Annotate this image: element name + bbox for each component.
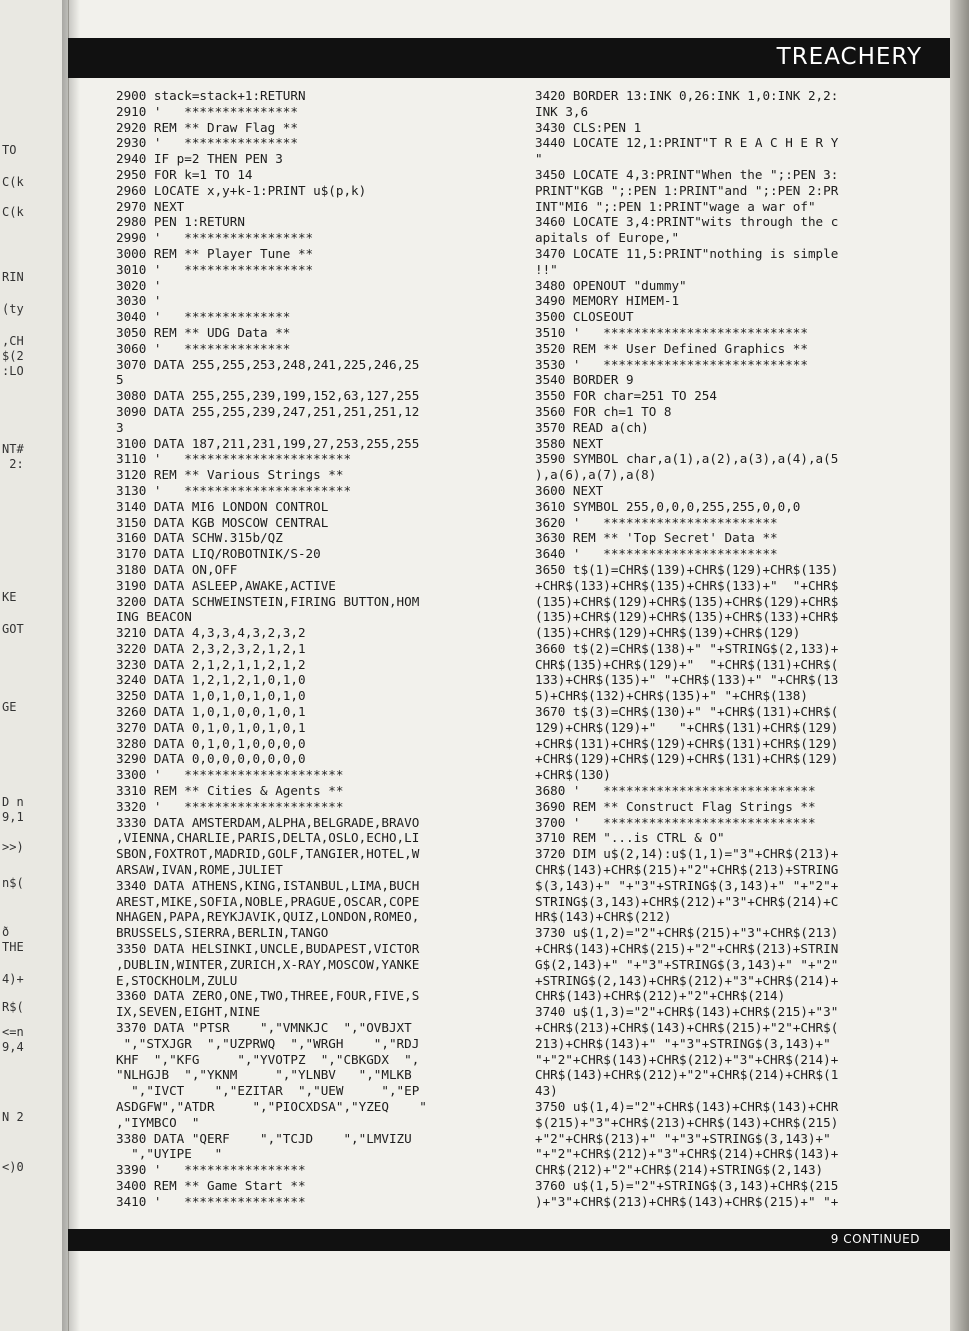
page-number-continued: 9 CONTINUED xyxy=(830,1232,920,1246)
code-line: "+"2"+CHR$(143)+CHR$(212)+"3"+CHR$(214)+ xyxy=(535,1051,839,1067)
code-line: 3250 DATA 1,0,1,0,1,0,1,0 xyxy=(116,688,306,704)
code-line: 3030 ' xyxy=(116,293,162,309)
code-line: 2940 IF p=2 THEN PEN 3 xyxy=(116,151,283,167)
previous-page-fragment: 4)+ xyxy=(2,972,24,986)
code-line: 3360 DATA ZERO,ONE,TWO,THREE,FOUR,FIVE,S xyxy=(116,988,420,1004)
code-line: +CHR$(130) xyxy=(535,767,611,783)
code-line: 3140 DATA MI6 LONDON CONTROL xyxy=(116,498,329,514)
code-line: )+"3"+CHR$(213)+CHR$(143)+CHR$(215)+" "+ xyxy=(535,1193,839,1209)
code-line: 3 xyxy=(116,419,124,435)
code-line: 3400 REM ** Game Start ** xyxy=(116,1177,306,1193)
code-line: ,VIENNA,CHARLIE,PARIS,DELTA,OSLO,ECHO,LI xyxy=(116,830,420,846)
code-line: "NLHGJB ","YKNM ","YLNBV ","MLKB xyxy=(116,1067,412,1083)
code-line: 3190 DATA ASLEEP,AWAKE,ACTIVE xyxy=(116,577,336,593)
code-line: 3720 DIM u$(2,14):u$(1,1)="3"+CHR$(213)+ xyxy=(535,846,839,862)
previous-page-edge xyxy=(0,0,69,1331)
code-line: 3130 ' ********************** xyxy=(116,482,352,498)
code-line: 3050 REM ** UDG Data ** xyxy=(116,324,291,340)
previous-page-fragment: ð xyxy=(2,925,10,939)
code-line: +"2"+CHR$(213)+" "+"3"+STRING$(3,143)+" xyxy=(535,1130,831,1146)
code-line: 2900 stack=stack+1:RETURN xyxy=(116,88,306,103)
code-line: 3410 ' **************** xyxy=(116,1193,306,1209)
code-line: CHR$(143)+CHR$(215)+"2"+CHR$(213)+STRING xyxy=(535,862,839,878)
code-line: 3700 ' **************************** xyxy=(535,814,816,830)
code-line: 3080 DATA 255,255,239,199,152,63,127,255 xyxy=(116,388,420,404)
code-line: 43) xyxy=(535,1083,558,1099)
code-line: 5)+CHR$(132)+CHR$(135)+" "+CHR$(138) xyxy=(535,688,808,704)
code-line: 3670 t$(3)=CHR$(130)+" "+CHR$(131)+CHR$( xyxy=(535,704,839,720)
code-line: 129)+CHR$(129)+" "+CHR$(131)+CHR$(129) xyxy=(535,719,839,735)
code-line: 3490 MEMORY HIMEM-1 xyxy=(535,293,680,309)
code-line: 3730 u$(1,2)="2"+CHR$(215)+"3"+CHR$(213) xyxy=(535,925,839,941)
footer-bar xyxy=(68,1229,950,1251)
code-line: ","IVCT ","EZITAR ","UEW ","EP xyxy=(116,1083,420,1099)
previous-page-fragment: (ty xyxy=(2,302,24,316)
listing-column-left xyxy=(116,88,506,1210)
code-line: 3740 u$(1,3)="2"+CHR$(143)+CHR$(215)+"3" xyxy=(535,1004,839,1020)
previous-page-fragment: R$( xyxy=(2,1000,24,1014)
code-line: 3070 DATA 255,255,253,248,241,225,246,25 xyxy=(116,356,420,372)
code-line: 3310 REM ** Cities & Agents ** xyxy=(116,783,344,799)
code-line: 213)+CHR$(143)+" "+"3"+STRING$(3,143)+" xyxy=(535,1035,831,1051)
code-line: 3300 ' ********************* xyxy=(116,767,344,783)
code-line: 3280 DATA 0,1,0,1,0,0,0,0 xyxy=(116,735,306,751)
code-line: 3200 DATA SCHWEINSTEIN,FIRING BUTTON,HOM xyxy=(116,593,420,609)
code-line: CHR$(212)+"2"+CHR$(214)+STRING$(2,143) xyxy=(535,1162,824,1178)
previous-page-fragment: <=n xyxy=(2,1025,24,1039)
previous-page-fragment: >>) xyxy=(2,840,24,854)
code-line: 3290 DATA 0,0,0,0,0,0,0,0 xyxy=(116,751,306,767)
code-line: 3150 DATA KGB MOSCOW CENTRAL xyxy=(116,514,329,530)
code-line: 3570 READ a(ch) xyxy=(535,419,649,435)
code-line: 3320 ' ********************* xyxy=(116,798,344,814)
code-line: ","UYIPE " xyxy=(116,1146,223,1162)
previous-page-fragment: KE xyxy=(2,590,17,604)
code-line: 133)+CHR$(135)+" "+CHR$(133)+" "+CHR$(13 xyxy=(535,672,839,688)
code-line: INT"MI6 ";:PEN 1:PRINT"wage a war of" xyxy=(535,198,816,214)
code-line: 3610 SYMBOL 255,0,0,0,255,255,0,0,0 xyxy=(535,498,801,514)
code-line: 2990 ' ***************** xyxy=(116,230,314,246)
code-line: 3160 DATA SCHW.315b/QZ xyxy=(116,530,283,546)
code-line: (135)+CHR$(129)+CHR$(135)+CHR$(129)+CHR$ xyxy=(535,593,839,609)
code-line: G$(2,143)+" "+"3"+STRING$(3,143)+" "+"2" xyxy=(535,956,839,972)
code-line: +CHR$(133)+CHR$(135)+CHR$(133)+" "+CHR$ xyxy=(535,577,839,593)
code-line: (135)+CHR$(129)+CHR$(139)+CHR$(129) xyxy=(535,625,801,641)
code-line: ARSAW,IVAN,ROME,JULIET xyxy=(116,862,283,878)
code-line: +STRING$(2,143)+CHR$(212)+"3"+CHR$(214)+ xyxy=(535,972,839,988)
code-line: 3650 t$(1)=CHR$(139)+CHR$(129)+CHR$(135) xyxy=(535,561,839,577)
code-line: 3350 DATA HELSINKI,UNCLE,BUDAPEST,VICTOR xyxy=(116,941,420,957)
code-line: ING BEACON xyxy=(116,609,192,625)
code-line: 5 xyxy=(116,372,124,388)
code-line: 3580 NEXT xyxy=(535,435,604,451)
code-line: "+"2"+CHR$(212)+"3"+CHR$(214)+CHR$(143)+ xyxy=(535,1146,839,1162)
code-line: " xyxy=(535,151,543,167)
previous-page-fragment: RIN xyxy=(2,270,24,284)
code-line: 3520 REM ** User Defined Graphics ** xyxy=(535,340,808,356)
previous-page-fragment: C(k xyxy=(2,175,24,189)
code-line: 3230 DATA 2,1,2,1,1,2,1,2 xyxy=(116,656,306,672)
previous-page-fragment: 9,1 xyxy=(2,810,24,824)
code-line: 3530 ' *************************** xyxy=(535,356,808,372)
code-line: 3340 DATA ATHENS,KING,ISTANBUL,LIMA,BUCH xyxy=(116,877,420,893)
code-line: INK 3,6 xyxy=(535,103,589,119)
code-line: 3390 ' **************** xyxy=(116,1162,306,1178)
previous-page-fragment: THE xyxy=(2,940,24,954)
code-line: 3220 DATA 2,3,2,3,2,1,2,1 xyxy=(116,640,306,656)
code-line: 2910 ' *************** xyxy=(116,103,298,119)
code-line: 3090 DATA 255,255,239,247,251,251,251,12 xyxy=(116,403,420,419)
code-line: 3500 CLOSEOUT xyxy=(535,309,634,325)
code-line: $(215)+"3"+CHR$(213)+CHR$(143)+CHR$(215) xyxy=(535,1114,839,1130)
code-line: 3590 SYMBOL char,a(1),a(2),a(3),a(4),a(5 xyxy=(535,451,839,467)
previous-page-fragment: n$( xyxy=(2,876,24,890)
previous-page-fragment: N 2 xyxy=(2,1110,24,1124)
code-line: 3710 REM "...is CTRL & O" xyxy=(535,830,725,846)
code-line: 3470 LOCATE 11,5:PRINT"nothing is simple xyxy=(535,245,839,261)
code-line: 3180 DATA ON,OFF xyxy=(116,561,238,577)
code-line: +CHR$(213)+CHR$(143)+CHR$(215)+"2"+CHR$( xyxy=(535,1020,839,1036)
code-line: 3000 REM ** Player Tune ** xyxy=(116,245,314,261)
code-line: apitals of Europe," xyxy=(535,230,680,246)
code-line: 2980 PEN 1:RETURN xyxy=(116,214,245,230)
code-line: SBON,FOXTROT,MADRID,GOLF,TANGIER,HOTEL,W xyxy=(116,846,420,862)
previous-page-fragment: D n xyxy=(2,795,24,809)
code-line: 3630 REM ** 'Top Secret' Data ** xyxy=(535,530,778,546)
code-line: +CHR$(131)+CHR$(129)+CHR$(131)+CHR$(129) xyxy=(535,735,839,751)
code-line: 3110 ' ********************** xyxy=(116,451,352,467)
code-line: 3060 ' ************** xyxy=(116,340,291,356)
previous-page-fragment: GOT xyxy=(2,622,24,636)
page-edge-right xyxy=(950,0,969,1331)
code-line: CHR$(143)+CHR$(212)+"2"+CHR$(214) xyxy=(535,988,786,1004)
code-line: 2960 LOCATE x,y+k-1:PRINT u$(p,k) xyxy=(116,182,367,198)
code-line: E,STOCKHOLM,ZULU xyxy=(116,972,238,988)
code-line: 3420 BORDER 13:INK 0,26:INK 1,0:INK 2,2: xyxy=(535,88,839,103)
code-line: 2970 NEXT xyxy=(116,198,185,214)
page-title: TREACHERY xyxy=(776,44,922,70)
code-line: 3750 u$(1,4)="2"+CHR$(143)+CHR$(143)+CHR xyxy=(535,1099,839,1114)
code-line: 3680 ' **************************** xyxy=(535,783,816,799)
code-line: 3660 t$(2)=CHR$(138)+" "+STRING$(2,133)+ xyxy=(535,640,839,656)
binding-shadow xyxy=(62,0,80,1331)
code-line: BRUSSELS,SIERRA,BERLIN,TANGO xyxy=(116,925,329,941)
code-line: ","STXJGR ","UZPRWQ ","WRGH ","RDJ xyxy=(116,1035,420,1051)
code-line: NHAGEN,PAPA,REYKJAVIK,QUIZ,LONDON,ROMEO, xyxy=(116,909,420,925)
code-line: 3170 DATA LIQ/ROBOTNIK/S-20 xyxy=(116,546,321,562)
code-line: 2920 REM ** Draw Flag ** xyxy=(116,119,298,135)
code-line: ),a(6),a(7),a(8) xyxy=(535,467,657,483)
code-line: 2930 ' *************** xyxy=(116,135,298,151)
code-line: 3620 ' *********************** xyxy=(535,514,778,530)
code-line: 3330 DATA AMSTERDAM,ALPHA,BELGRADE,BRAVO xyxy=(116,814,420,830)
code-line: HR$(143)+CHR$(212) xyxy=(535,909,672,925)
code-line: 3120 REM ** Various Strings ** xyxy=(116,467,344,483)
previous-page-fragment: 2: xyxy=(2,457,24,471)
previous-page-fragment: TO xyxy=(2,143,17,157)
code-line: 3450 LOCATE 4,3:PRINT"When the ";:PEN 3: xyxy=(535,166,839,182)
code-line: 3370 DATA "PTSR ","VMNKJC ","OVBJXT xyxy=(116,1020,412,1036)
previous-page-fragment: ,CH xyxy=(2,334,24,348)
code-line: 3040 ' ************** xyxy=(116,309,291,325)
code-line: 3210 DATA 4,3,3,4,3,2,3,2 xyxy=(116,625,306,641)
code-line: 2950 FOR k=1 TO 14 xyxy=(116,166,253,182)
code-line: IX,SEVEN,EIGHT,NINE xyxy=(116,1004,261,1020)
code-line: 3460 LOCATE 3,4:PRINT"wits through the c xyxy=(535,214,839,230)
previous-page-fragment: $(2 xyxy=(2,349,24,363)
code-line: 3430 CLS:PEN 1 xyxy=(535,119,642,135)
code-line: 3480 OPENOUT "dummy" xyxy=(535,277,687,293)
code-line: 3690 REM ** Construct Flag Strings ** xyxy=(535,798,816,814)
previous-page-fragment: GE xyxy=(2,700,17,714)
code-line: 3020 ' xyxy=(116,277,162,293)
code-line: 3100 DATA 187,211,231,199,27,253,255,255 xyxy=(116,435,420,451)
previous-page-fragment: <)0 xyxy=(2,1160,24,1174)
code-line: 3550 FOR char=251 TO 254 xyxy=(535,388,717,404)
code-line: 3540 BORDER 9 xyxy=(535,372,634,388)
code-line: CHR$(143)+CHR$(212)+"2"+CHR$(214)+CHR$(1 xyxy=(535,1067,839,1083)
code-line: PRINT"KGB ";:PEN 1:PRINT"and ";:PEN 2:PR xyxy=(535,182,839,198)
listing-column-right xyxy=(535,88,935,1210)
code-line: STRING$(3,143)+CHR$(212)+"3"+CHR$(214)+C xyxy=(535,893,839,909)
previous-page-fragment: 9,4 xyxy=(2,1040,24,1054)
code-line: 3510 ' *************************** xyxy=(535,324,808,340)
previous-page-fragment: NT# xyxy=(2,442,24,456)
code-line: 3760 u$(1,5)="2"+STRING$(3,143)+CHR$(215 xyxy=(535,1177,839,1193)
code-line: KHF ","KFG ","YVOTPZ ","CBKGDX ", xyxy=(116,1051,420,1067)
header-bar xyxy=(68,38,950,78)
code-line: CHR$(135)+CHR$(129)+" "+CHR$(131)+CHR$( xyxy=(535,656,839,672)
code-line: AREST,MIKE,SOFIA,NOBLE,PRAGUE,OSCAR,COPE xyxy=(116,893,420,909)
code-line: 3640 ' *********************** xyxy=(535,546,778,562)
code-line: (135)+CHR$(129)+CHR$(135)+CHR$(133)+CHR$ xyxy=(535,609,839,625)
code-line: 3270 DATA 0,1,0,1,0,1,0,1 xyxy=(116,719,306,735)
code-line: ,"IYMBCO " xyxy=(116,1114,200,1130)
code-line: 3010 ' ***************** xyxy=(116,261,314,277)
previous-page-fragment: C(k xyxy=(2,205,24,219)
code-line: 3380 DATA "QERF ","TCJD ","LMVIZU xyxy=(116,1130,412,1146)
code-line: ,DUBLIN,WINTER,ZURICH,X-RAY,MOSCOW,YANKE xyxy=(116,956,420,972)
code-line: 3560 FOR ch=1 TO 8 xyxy=(535,403,672,419)
code-line: $(3,143)+" "+"3"+STRING$(3,143)+" "+"2"+ xyxy=(535,877,839,893)
code-line: 3240 DATA 1,2,1,2,1,0,1,0 xyxy=(116,672,306,688)
code-line: !!" xyxy=(535,261,558,277)
code-line: 3440 LOCATE 12,1:PRINT"T R E A C H E R Y xyxy=(535,135,839,151)
code-line: ASDGFW","ATDR ","PIOCXDSA","YZEQ " xyxy=(116,1099,427,1114)
code-line: 3260 DATA 1,0,1,0,0,1,0,1 xyxy=(116,704,306,720)
code-line: +CHR$(143)+CHR$(215)+"2"+CHR$(213)+STRIN xyxy=(535,941,839,957)
previous-page-fragment: :LO xyxy=(2,364,24,378)
code-line: 3600 NEXT xyxy=(535,482,604,498)
code-line: +CHR$(129)+CHR$(129)+CHR$(131)+CHR$(129) xyxy=(535,751,839,767)
